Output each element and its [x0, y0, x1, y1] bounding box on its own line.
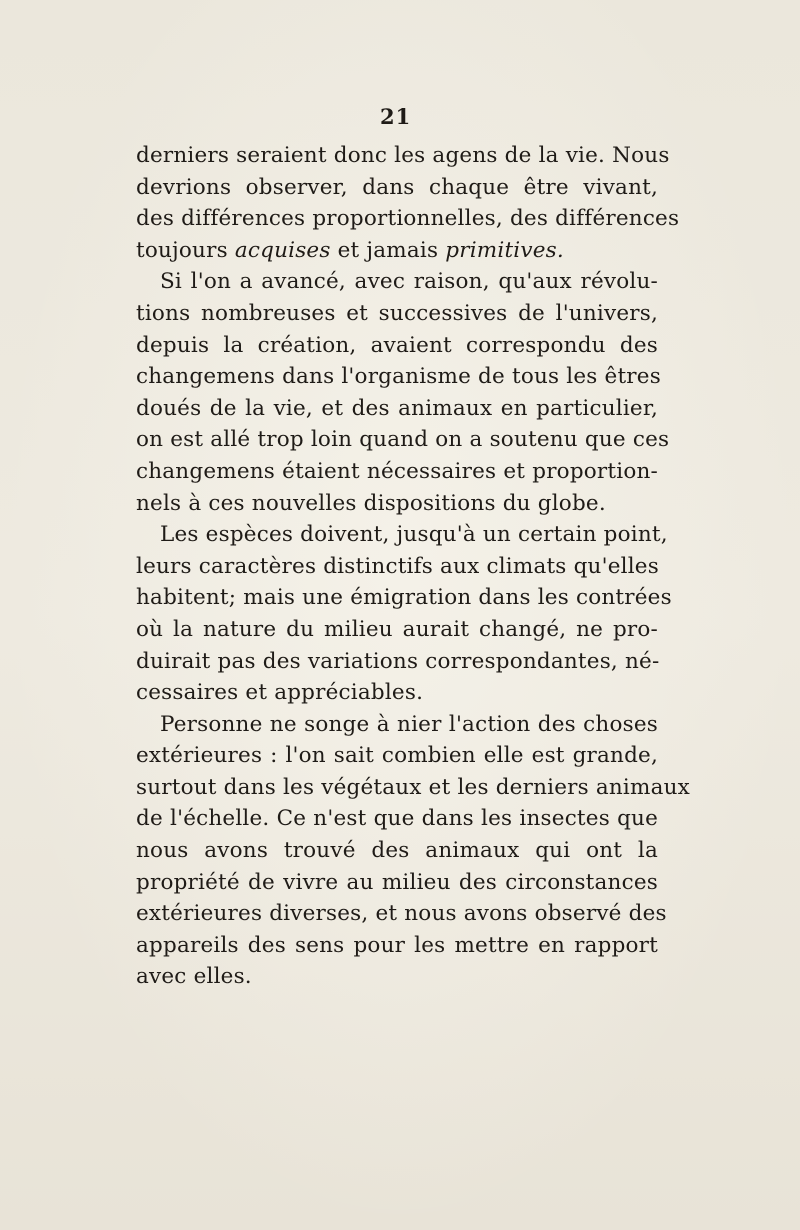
text-line: de l'échelle. Ce n'est que dans les insectes que	[136, 806, 658, 832]
text-line: changemens dans l'organisme de tous les êtres	[136, 364, 661, 390]
text-line: duirait pas des variations correspondantes, né-	[136, 648, 660, 674]
text-line: changemens étaient nécessaires et proportion-	[136, 458, 658, 484]
text-line: tions nombreuses et successives de l'univers,	[136, 300, 658, 326]
text-line: nous avons trouvé des animaux qui ont la	[136, 838, 658, 864]
text-line: depuis la création, avaient correspondu des	[136, 332, 658, 358]
text-run: et jamais	[330, 237, 446, 263]
text-line: nels à ces nouvelles dispositions du globe.	[136, 490, 606, 516]
text-line: on est allé trop loin quand on a soutenu que ces	[136, 427, 670, 453]
text-line: avec elles.	[136, 964, 252, 990]
body-text	[136, 140, 690, 993]
text-line: Si l'on a avancé, avec raison, qu'aux révolu-	[160, 269, 658, 295]
text-line: appareils des sens pour les mettre en rapport	[136, 932, 658, 958]
text-run: toujours	[136, 237, 235, 263]
text-line: Personne ne songe à nier l'action des choses	[160, 711, 658, 737]
text-line: extérieures : l'on sait combien elle est grande,	[136, 743, 658, 769]
text-line: cessaires et appréciables.	[136, 680, 424, 706]
text-line: extérieures diverses, et nous avons observé des	[136, 901, 667, 927]
text-line: Les espèces doivent, jusqu'à un certain point,	[160, 522, 668, 548]
italic-term: primitives.	[445, 237, 564, 263]
text-run: devrions observer, dans chaque être vivant,	[136, 174, 658, 200]
page-number: 21	[380, 104, 412, 129]
text-line: où la nature du milieu aurait changé, ne pro-	[136, 616, 658, 642]
italic-term: acquises	[234, 237, 331, 263]
text-line: surtout dans les végétaux et les derniers animaux	[136, 774, 690, 800]
text-line: propriété de vivre au milieu des circonstances	[136, 869, 658, 895]
text-line: des différences proportionnelles, des différences	[136, 206, 680, 232]
text-line	[136, 172, 658, 204]
text-line: doués de la vie, et des animaux en particulier,	[136, 395, 658, 421]
text-line: habitent; mais une émigration dans les contrées	[136, 585, 672, 611]
text-line: derniers seraient donc les agens de la vie. Nous	[136, 143, 670, 168]
text-line	[136, 235, 658, 267]
text-line: leurs caractères distinctifs aux climats qu'elles	[136, 553, 659, 579]
